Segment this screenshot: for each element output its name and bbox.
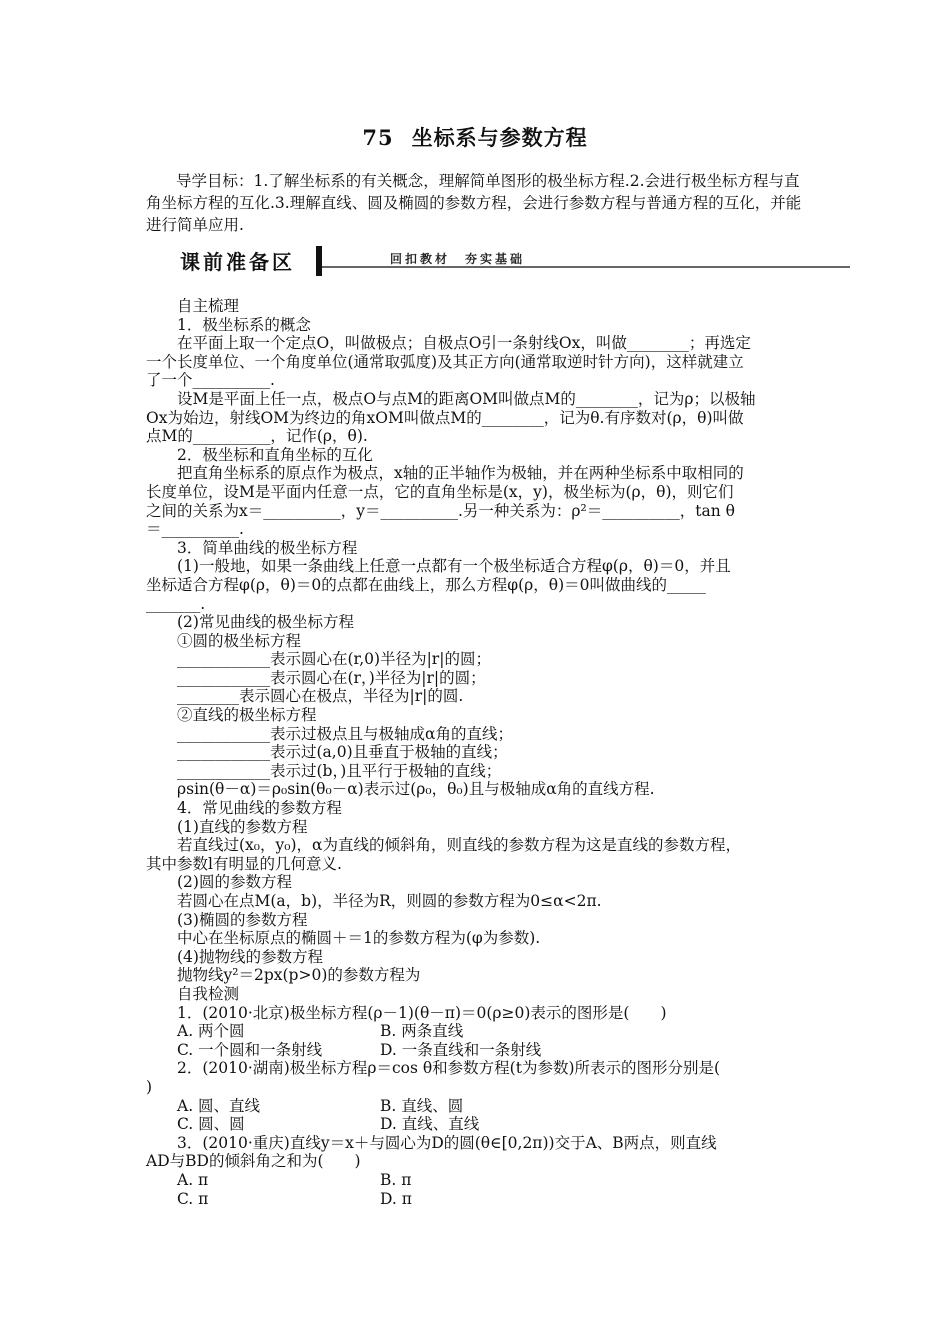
choice-option: C. π [177, 1189, 209, 1208]
question-2-stem: 2．(2010·湖南)极坐标方程ρ＝cos θ和参数方程(t为参数)所表示的图形分别是( [177, 1059, 721, 1078]
banner-divider-bar [316, 246, 322, 276]
text-line: ＝__________. [146, 520, 244, 539]
question-1-options-row-1 [146, 1022, 808, 1041]
text-line: 坐标适合方程φ(ρ，θ)＝0的点都在曲线上，那么方程φ(ρ，θ)＝0叫做曲线的_____ [146, 575, 706, 594]
text-line: 之间的关系为x＝__________，y＝__________.另一种关系为：ρ²＝__________，tan θ [146, 501, 735, 520]
choice-option: B. π [380, 1170, 412, 1189]
section-banner-label: 课前准备区 [180, 250, 295, 274]
text-line: 设M是平面上任一点，极点O与点M的距离OM叫做点M的________，记为ρ；以极轴 [177, 389, 756, 408]
question-1-stem: 1．(2010·北京)极坐标方程(ρ－1)(θ－π)＝0(ρ≥0)表示的图形是( ) [177, 1003, 667, 1022]
text-line: ____________表示过(b，)且平行于极轴的直线； [177, 761, 502, 780]
text-line: 其中参数l有明显的几何意义. [146, 854, 342, 873]
choice-option: B. 两条直线 [380, 1022, 464, 1041]
text-line: 若圆心在点M(a，b)，半径为R，则圆的参数方程为0≤α<2π. [177, 892, 602, 910]
text-line: 中心在坐标原点的椭圆＋＝1的参数方程为(φ为参数). [177, 929, 541, 948]
text-line: (2)常见曲线的极坐标方程 [177, 613, 354, 632]
text-line: ____________表示圆心在(r,0)半径为|r|的圆； [177, 650, 491, 669]
question-2-options-row-2 [146, 1115, 808, 1134]
text-line: 在平面上取一个定点O，叫做极点；自极点O引一条射线Ox，叫做________；再选定 [177, 334, 751, 353]
lesson-title: 坐标系与参数方程 [411, 125, 588, 150]
question-3-options-row-2 [146, 1190, 808, 1209]
section-banner-subtitle: 回扣教材 夯实基础 [390, 252, 526, 266]
text-line: 一个长度单位、一个角度单位(通常取弧度)及其正方向(通常取逆时针方向)，这样就建立 [146, 352, 744, 371]
text-line: 3．简单曲线的极坐标方程 [177, 538, 358, 557]
text-line: 4．常见曲线的参数方程 [177, 799, 342, 818]
text-line: ②直线的极坐标方程 [177, 706, 317, 725]
text-line: 自我检测 [177, 984, 240, 1003]
choice-option: B. 直线、圆 [380, 1096, 464, 1115]
choice-option: C. 一个圆和一条射线 [177, 1040, 323, 1059]
text-line: Ox为始边，射线OM为终边的角xOM叫做点M的________，记为θ.有序数对(ρ，θ)叫做 [146, 408, 744, 427]
text-line: 把直角坐标系的原点作为极点，x轴的正半轴作为极轴，并在两种坐标系中取相同的 [177, 464, 744, 483]
question-2-options-row-1 [146, 1097, 808, 1116]
choice-option: A. π [177, 1170, 209, 1189]
learning-objectives: 导学目标：1.了解坐标系的有关概念，理解简单图形的极坐标方程.2.会进行极坐标方程与直角坐标方程的互化.3.理解直线、圆及椭圆的参数方程，会进行参数方程与普通方程的互化，并能进行简单应用. [146, 172, 802, 234]
question-3-options-row-1 [146, 1171, 808, 1190]
question-1-options-row-2 [146, 1041, 808, 1060]
text-line: ρsin(θ－α)＝ρ₀sin(θ₀－α)表示过(ρ₀，θ₀)且与极轴成α角的直线方程. [177, 780, 655, 799]
lesson-number: 75 [362, 125, 394, 150]
text-line: 长度单位，设M是平面内任意一点，它的直角坐标是(x，y)，极坐标为(ρ，θ)，则它们 [146, 482, 734, 501]
page-title [0, 122, 950, 152]
choice-option: A. 圆、直线 [177, 1096, 261, 1115]
text-line: 2．极坐标和直角坐标的互化 [177, 445, 373, 464]
text-line: ____________表示圆心在(r，)半径为|r|的圆； [177, 668, 486, 687]
section-banner [180, 246, 850, 276]
choice-option: D. π [380, 1189, 412, 1208]
text-line: ____________表示过(a,0)且垂直于极轴的直线； [177, 743, 508, 762]
document-body [146, 297, 808, 1208]
question-3-stem: 3．(2010·重庆)直线y＝x＋与圆心为D的圆(θ∈[0,2π))交于A、B两点，则直线 [177, 1133, 717, 1152]
text-line: 若直线过(x₀，y₀)，α为直线的倾斜角，则直线的参数方程为这是直线的参数方程， [177, 836, 741, 855]
text-line: ____________表示过极点且与极轴成α角的直线； [177, 724, 513, 743]
text-line: 了一个__________. [146, 371, 275, 390]
text-line: 1．极坐标系的概念 [177, 315, 311, 334]
text-line: _______. [146, 594, 206, 613]
text-line: ①圆的极坐标方程 [177, 631, 302, 650]
text-line: (1)一般地，如果一条曲线上任意一点都有一个极坐标适合方程φ(ρ，θ)＝0，并且 [177, 557, 731, 576]
choice-option: D. 一条直线和一条射线 [380, 1040, 542, 1059]
choice-option: D. 直线、直线 [380, 1115, 480, 1134]
choice-option: A. 两个圆 [177, 1022, 245, 1041]
choice-option: C. 圆、圆 [177, 1115, 245, 1134]
text-line: (3)椭圆的参数方程 [177, 910, 308, 929]
text-line: (1)直线的参数方程 [177, 817, 308, 836]
question-2-stem-cont: ) [146, 1077, 153, 1096]
question-3-stem-cont: AD与BD的倾斜角之和为( ) [146, 1152, 361, 1171]
text-line: 抛物线y²＝2px(p>0)的参数方程为 [177, 966, 421, 985]
text-line: (2)圆的参数方程 [177, 873, 292, 892]
text-line: (4)抛物线的参数方程 [177, 947, 323, 966]
text-line: ________表示圆心在极点，半径为|r|的圆. [177, 687, 464, 706]
text-line: 点M的__________，记作(ρ，θ). [146, 427, 368, 446]
text-line: 自主梳理 [177, 297, 240, 315]
